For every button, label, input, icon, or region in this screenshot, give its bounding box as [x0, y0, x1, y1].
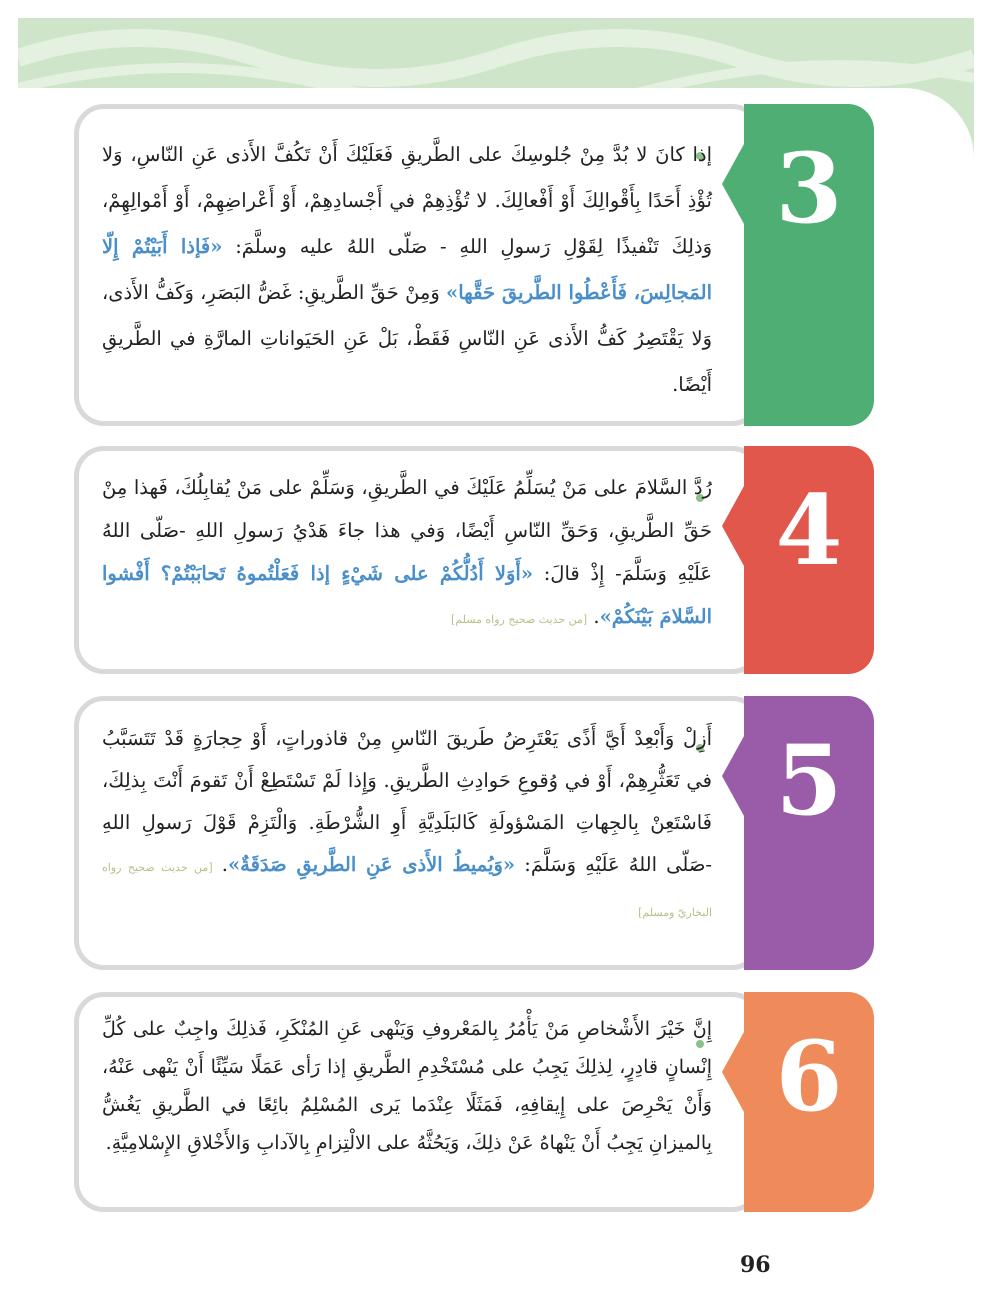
text-part: إِنَّ خَيْرَ الأَشْخاصِ مَنْ يَأْمُرُ بِالمَعْروفِ وَيَنْهى عَنِ المُنْكَرِ، فَذلِكَ واجِبٌ على كُلِّ إِنْسانٍ قادِرٍ، لِذلِكَ يَجِبُ على مُسْتَخْدِمِ الطَّريقِ إذا رَأى عَمَلًا سَيِّئًا أَنْ يَنْهى عَنْهُ، وَأَنْ يَحْرِصَ على إِيقافِهِ، فَمَثَلًا عِنْدَما يَرى المُسْلِمُ بائِعًا في الطَّريقِ يَغُشُّ بِالميزانِ يَجِبُ أَنْ يَنْهاهُ عَنْ ذلِكَ، وَيَحُثَّهُ على الالْتِزامِ بِالآدابِ وَالأَخْلاقِ الإِسْلامِيَّةِ. — [102, 1018, 712, 1154]
page-number: 96 — [740, 1252, 771, 1278]
hadith-quote: «وَيُميطُ الأَذى عَنِ الطَّريقِ صَدَقَةٌ» — [227, 853, 516, 876]
card-text — [102, 466, 712, 641]
hadith-quote: «أَوَلا أَدُلُّكُمْ على شَيْءٍ إذا فَعَلْتُموهُ تَحابَبْتُمْ؟ أَفْشوا السَّلامَ بَيْنَكُمْ» — [102, 562, 712, 628]
text-part: أَزِلْ وَأَبْعِدْ أَيَّ أَذًى يَعْتَرِضُ طَريقَ النّاسِ مِنْ قاذوراتٍ، أَوْ حِجارَةٍ قَدْ تَتَسَبَّبُ في تَعَثُّرِهِمْ، أَوْ في وُقوعِ حَوادِثِ الطَّريقِ. وَإِذا لَمْ تَسْتَطِعْ أَنْ تَقومَ أَنْتَ بِذلِكَ، فَاسْتَعِنْ بِالجِهاتِ المَسْؤولَةِ كَالبَلَدِيَّةِ أَوِ الشُّرْطَةِ. وَالْتَزِمْ قَوْلَ رَسولِ اللهِ -صَلّى اللهُ عَلَيْهِ وَسَلَّمَ: — [102, 727, 712, 876]
text-part: وَمِنْ حَقِّ الطَّريقِ: غَضُّ البَصَرِ، وَكَفُّ الأَذى، وَلا يَقْتَصِرُ كَفُّ الأَذى عَنِ النّاسِ فَقَطْ، بَلْ عَنِ الحَيَواناتِ المارَّةِ في الطَّريقِ أَيْضًا. — [102, 281, 712, 396]
hadith-source: [من حديث صحيح رواه البخاريّ ومسلم] — [102, 861, 712, 919]
text-part: إذا كانَ لا بُدَّ مِنْ جُلوسِكَ على الطَّريقِ فَعَلَيْكَ أَنْ تَكُفَّ الأَذى عَنِ النّاسِ، وَلا تُؤْذِ أَحَدًا بِأَقْوالِكَ أَوْ أَفْعالِكَ. لا تُؤْذِهِمْ في أَجْسادِهِمْ، أَوْ أَعْراضِهِمْ، أَوْ أَمْوالِهِمْ، وَذلِكَ تَنْفيذًا لِقَوْلِ رَسولِ اللهِ - صَلّى اللهُ عليه وسلَّمَ: — [102, 143, 712, 258]
text-part: رُدَّ السَّلامَ على مَنْ يُسَلِّمُ عَلَيْكَ في الطَّريقِ، وَسَلِّمْ على مَنْ يُقابِلُكَ، فَهذا مِنْ حَقِّ الطَّريقِ، وَحَقِّ النّاسِ أَيْضًا، وَفي هذا جاءَ هَدْيُ رَسولِ اللهِ -صَلّى اللهُ عَلَيْهِ وَسَلَّمَ- إِذْ قالَ: — [102, 476, 712, 585]
text-part: . — [593, 605, 600, 628]
number-tab — [744, 992, 874, 1212]
hadith-source: [من حديث صحيح رواه مسلم] — [450, 613, 588, 626]
card-3 — [74, 104, 874, 426]
card-5 — [74, 696, 874, 970]
card-text — [102, 1010, 712, 1162]
number-tab — [744, 104, 874, 426]
card-number: 5 — [775, 724, 843, 837]
card-text — [102, 132, 712, 408]
number-tab — [744, 446, 874, 674]
card-text — [102, 718, 712, 934]
card-6 — [74, 992, 874, 1212]
card-number: 4 — [775, 474, 843, 587]
number-tab — [744, 696, 874, 970]
card-number: 3 — [775, 132, 843, 245]
card-4 — [74, 446, 874, 674]
hadith-quote: «فَإذا أَبَيْتُمْ إِلّا المَجالِسَ، فَأَعْطُوا الطَّريقَ حَقَّها» — [102, 235, 712, 304]
card-number: 6 — [775, 1020, 843, 1133]
text-part: . — [221, 853, 228, 876]
decorative-waves — [18, 18, 974, 98]
